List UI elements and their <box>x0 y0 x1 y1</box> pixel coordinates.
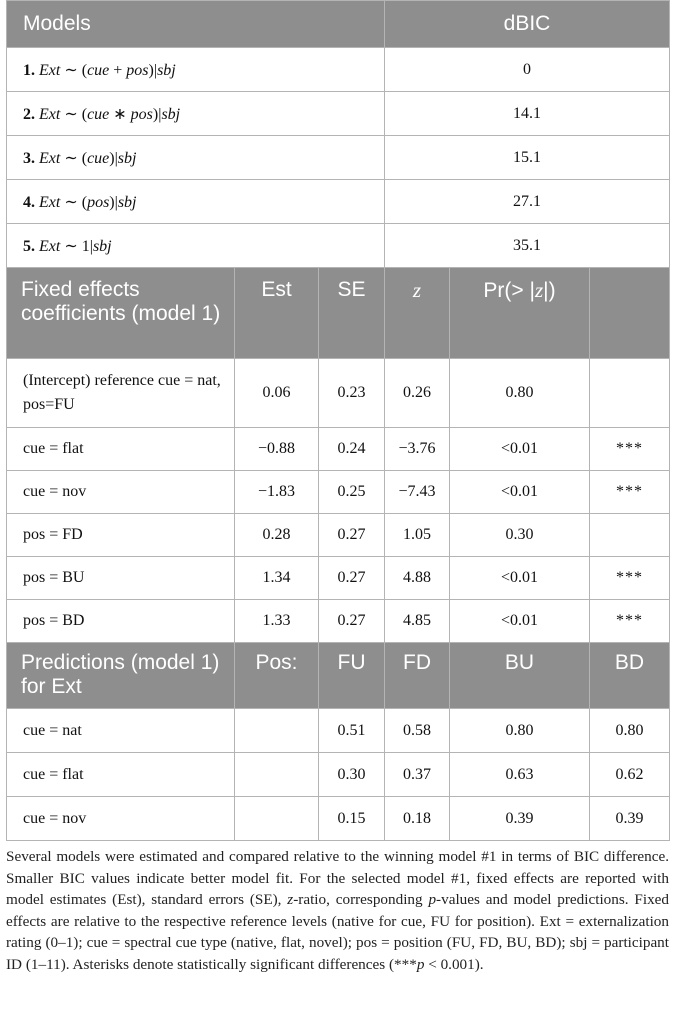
coef-est: 0.06 <box>235 359 319 428</box>
model-dbic: 35.1 <box>385 224 670 268</box>
coef-p: <0.01 <box>450 471 590 514</box>
model-formula: 4. Ext ∼ (pos)|sbj <box>7 180 385 224</box>
prediction-label: cue = flat <box>7 753 235 797</box>
model-row <box>7 224 670 268</box>
coef-est: 0.28 <box>235 514 319 557</box>
dbic-header: dBIC <box>385 1 670 48</box>
coef-z: −3.76 <box>385 428 450 471</box>
model-number: 4. <box>23 193 35 211</box>
coef-row <box>7 557 670 600</box>
coef-sig: *** <box>590 557 670 600</box>
coef-label: (Intercept) reference cue = nat, pos=FU <box>7 359 235 428</box>
fixed-effects-title: Fixed effects coefficients (model 1) <box>7 268 235 359</box>
prediction-fd: 0.37 <box>385 753 450 797</box>
prediction-label: cue = nov <box>7 797 235 841</box>
model-dbic: 15.1 <box>385 136 670 180</box>
coef-z: 4.85 <box>385 600 450 643</box>
coef-p: 0.30 <box>450 514 590 557</box>
predictions-header-row <box>7 643 670 709</box>
model-dbic: 0 <box>385 48 670 92</box>
coef-z: 0.26 <box>385 359 450 428</box>
prediction-bu: 0.80 <box>450 709 590 753</box>
coef-label: pos = BU <box>7 557 235 600</box>
prediction-fu: 0.15 <box>319 797 385 841</box>
se-header: SE <box>319 268 385 359</box>
coef-p: <0.01 <box>450 557 590 600</box>
coef-sig: *** <box>590 471 670 514</box>
coef-se: 0.25 <box>319 471 385 514</box>
coef-est: −0.88 <box>235 428 319 471</box>
coef-sig <box>590 359 670 428</box>
fd-header: FD <box>385 643 450 709</box>
coef-row <box>7 359 670 428</box>
coef-sig: *** <box>590 600 670 643</box>
model-formula: 2. Ext ∼ (cue ∗ pos)|sbj <box>7 92 385 136</box>
coef-se: 0.24 <box>319 428 385 471</box>
coef-row <box>7 428 670 471</box>
pr-header: Pr(> |z|) <box>450 268 590 359</box>
coef-se: 0.27 <box>319 557 385 600</box>
fu-header: FU <box>319 643 385 709</box>
coef-z: 1.05 <box>385 514 450 557</box>
models-header-row <box>7 1 670 48</box>
results-table <box>6 0 670 841</box>
prediction-bu: 0.63 <box>450 753 590 797</box>
coef-p: <0.01 <box>450 428 590 471</box>
z-header: z <box>385 268 450 359</box>
model-number: 2. <box>23 105 35 123</box>
model-row <box>7 92 670 136</box>
model-dbic: 27.1 <box>385 180 670 224</box>
model-row <box>7 180 670 224</box>
prediction-fd: 0.18 <box>385 797 450 841</box>
prediction-fu: 0.30 <box>319 753 385 797</box>
coef-p: <0.01 <box>450 600 590 643</box>
model-formula: 5. Ext ∼ 1|sbj <box>7 224 385 268</box>
data-table-container <box>6 0 669 841</box>
coef-est: −1.83 <box>235 471 319 514</box>
model-row <box>7 48 670 92</box>
coef-row <box>7 514 670 557</box>
prediction-bd: 0.62 <box>590 753 670 797</box>
prediction-bd: 0.39 <box>590 797 670 841</box>
coef-est: 1.33 <box>235 600 319 643</box>
prediction-row <box>7 709 670 753</box>
model-number: 5. <box>23 237 35 255</box>
predictions-title: Predictions (model 1) for Ext <box>7 643 235 709</box>
fixed-header-row <box>7 268 670 359</box>
coef-sig: *** <box>590 428 670 471</box>
coef-se: 0.23 <box>319 359 385 428</box>
coef-se: 0.27 <box>319 514 385 557</box>
bd-header: BD <box>590 643 670 709</box>
coef-label: cue = nov <box>7 471 235 514</box>
table-footnote: Several models were estimated and compared relative to the winning model #1 in terms of BIC difference. Smaller BIC values indicate better model fit. For the selected model #1, fixed effects are reported with model estimates (Est), standard errors (SE), z-ratio, corresponding p-values and model predictions. Fixed effects are relative to the respective reference levels (native for cue, FU for position). Ext = externalization rating (0–1); cue = spectral cue type (native, flat, novel); pos = position (FU, FD, BU, BD); sbj = participant ID (1–11). Asterisks denote statistically significant differences (***p < 0.001). <box>6 848 669 973</box>
prediction-bu: 0.39 <box>450 797 590 841</box>
prediction-bd: 0.80 <box>590 709 670 753</box>
prediction-row <box>7 753 670 797</box>
prediction-pos-cell <box>235 797 319 841</box>
models-header: Models <box>7 1 385 48</box>
pos-header: Pos: <box>235 643 319 709</box>
model-row <box>7 136 670 180</box>
coef-se: 0.27 <box>319 600 385 643</box>
model-number: 3. <box>23 149 35 167</box>
coef-label: pos = BD <box>7 600 235 643</box>
prediction-pos-cell <box>235 709 319 753</box>
coef-row <box>7 600 670 643</box>
model-formula: 3. Ext ∼ (cue)|sbj <box>7 136 385 180</box>
model-dbic: 14.1 <box>385 92 670 136</box>
bu-header: BU <box>450 643 590 709</box>
coef-p: 0.80 <box>450 359 590 428</box>
coef-row <box>7 471 670 514</box>
prediction-pos-cell <box>235 753 319 797</box>
coef-z: −7.43 <box>385 471 450 514</box>
prediction-label: cue = nat <box>7 709 235 753</box>
prediction-fd: 0.58 <box>385 709 450 753</box>
prediction-row <box>7 797 670 841</box>
coef-sig <box>590 514 670 557</box>
coef-z: 4.88 <box>385 557 450 600</box>
sig-header <box>590 268 670 359</box>
model-formula: 1. Ext ∼ (cue + pos)|sbj <box>7 48 385 92</box>
est-header: Est <box>235 268 319 359</box>
prediction-fu: 0.51 <box>319 709 385 753</box>
model-number: 1. <box>23 61 35 79</box>
coef-label: cue = flat <box>7 428 235 471</box>
coef-label: pos = FD <box>7 514 235 557</box>
coef-est: 1.34 <box>235 557 319 600</box>
